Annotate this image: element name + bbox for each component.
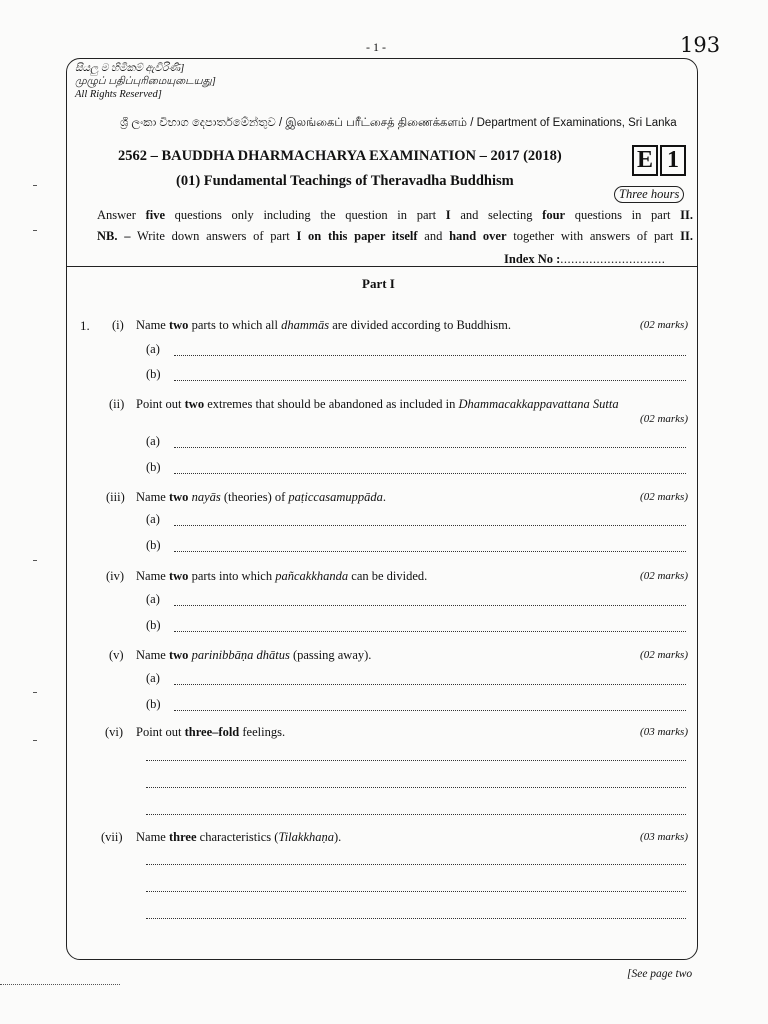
answer-label-b: (b): [146, 460, 161, 474]
answer-line[interactable]: [174, 710, 686, 711]
question-text: Name three characteristics (Tilakkhaṇa).: [136, 830, 342, 844]
rights-block: [75, 62, 216, 101]
answer-line[interactable]: [174, 380, 686, 381]
question-marks: (02 marks): [640, 570, 688, 582]
nb-instruction: NB. – Write down answers of part I on this paper itself and hand over together with answers of part II.: [97, 229, 693, 243]
department-line: ශ්‍රී ලංකා විභාග දෙපාර්තමේන්තුව / இலங்கைப் பரீட்சைத் திணைக்களம் / Department of Examinations, Sri Lanka: [120, 117, 677, 129]
exam-title: 2562 – BAUDDHA DHARMACHARYA EXAMINATION – 2017 (2018): [118, 148, 562, 164]
question-text: Point out three–fold feelings.: [136, 725, 286, 739]
question-marks: (02 marks): [640, 413, 688, 425]
answer-label-a: (a): [146, 671, 160, 685]
question-item-number: (v): [109, 648, 124, 662]
see-next-page: [See page two: [627, 968, 693, 980]
answer-label-b: (b): [146, 538, 161, 552]
question-paper-border: [66, 58, 698, 960]
answer-label-a: (a): [146, 434, 160, 448]
margin-mark: [33, 560, 37, 561]
answer-label-a: (a): [146, 512, 160, 526]
question-text: Point out two extremes that should be abandoned as included in Dhammacakkappavattana Sutta: [136, 397, 619, 411]
answer-line[interactable]: [146, 760, 686, 761]
answer-instruction: Answer five questions only including the question in part I and selecting four questions in part II.: [97, 208, 693, 222]
index-number-field[interactable]: [504, 252, 665, 267]
question-text: Name two parinibbāṇa dhātus (passing away).: [136, 648, 372, 662]
answer-line[interactable]: [174, 355, 686, 356]
stamp-number: 193: [680, 33, 721, 57]
scan-edge-line: [0, 984, 120, 985]
question-text: Name two parts to which all dhammās are divided according to Buddhism.: [136, 318, 511, 332]
rights-tamil: முழுப் பதிப்புரிமையுடையது]: [75, 76, 216, 87]
answer-label-b: (b): [146, 618, 161, 632]
page-number: - 1 -: [366, 40, 386, 54]
answer-line[interactable]: [174, 631, 686, 632]
part-heading: Part I: [362, 276, 395, 291]
question-number: 1.: [80, 318, 90, 333]
margin-mark: [33, 692, 37, 693]
margin-mark: [33, 230, 37, 231]
index-label: Index No :: [504, 252, 561, 266]
question-item-number: (iv): [106, 569, 125, 583]
question-item-number: (i): [112, 318, 124, 332]
duration-badge: Three hours: [614, 186, 684, 203]
question-marks: (03 marks): [640, 726, 688, 738]
question-marks: (02 marks): [640, 319, 688, 331]
question-item-number: (iii): [106, 490, 125, 504]
question-marks: (02 marks): [640, 491, 688, 503]
rights-sinhala: සියලු ම හිමිකම් ඇවිරිණි]: [75, 63, 185, 74]
question-text: Name two parts into which pañcakkhanda can be divided.: [136, 569, 428, 583]
answer-line[interactable]: [146, 787, 686, 788]
answer-line[interactable]: [174, 605, 686, 606]
answer-line[interactable]: [174, 473, 686, 474]
answer-line[interactable]: [174, 525, 686, 526]
margin-mark: [33, 185, 37, 186]
answer-line[interactable]: [146, 891, 686, 892]
question-marks: (03 marks): [640, 831, 688, 843]
question-item-number: (ii): [109, 397, 125, 411]
question-item-number: (vi): [105, 725, 124, 739]
code-letter: E: [632, 145, 658, 176]
question-text: Name two nayās (theories) of paṭiccasamuppāda.: [136, 490, 386, 504]
answer-label-b: (b): [146, 367, 161, 381]
answer-line[interactable]: [174, 551, 686, 552]
question-marks: (02 marks): [640, 649, 688, 661]
answer-line[interactable]: [146, 814, 686, 815]
answer-line[interactable]: [174, 684, 686, 685]
question-item-number: (vii): [101, 830, 123, 844]
answer-line[interactable]: [146, 864, 686, 865]
answer-label-b: (b): [146, 697, 161, 711]
answer-line[interactable]: [146, 918, 686, 919]
answer-label-a: (a): [146, 342, 160, 356]
paper-title: (01) Fundamental Teachings of Theravadha Buddhism: [176, 173, 514, 189]
margin-mark: [33, 740, 37, 741]
paper-code: [632, 145, 686, 176]
answer-line[interactable]: [174, 447, 686, 448]
index-dots[interactable]: .............................: [560, 252, 666, 266]
answer-label-a: (a): [146, 592, 160, 606]
code-number: 1: [660, 145, 686, 176]
rights-english: All Rights Reserved]: [75, 89, 162, 100]
